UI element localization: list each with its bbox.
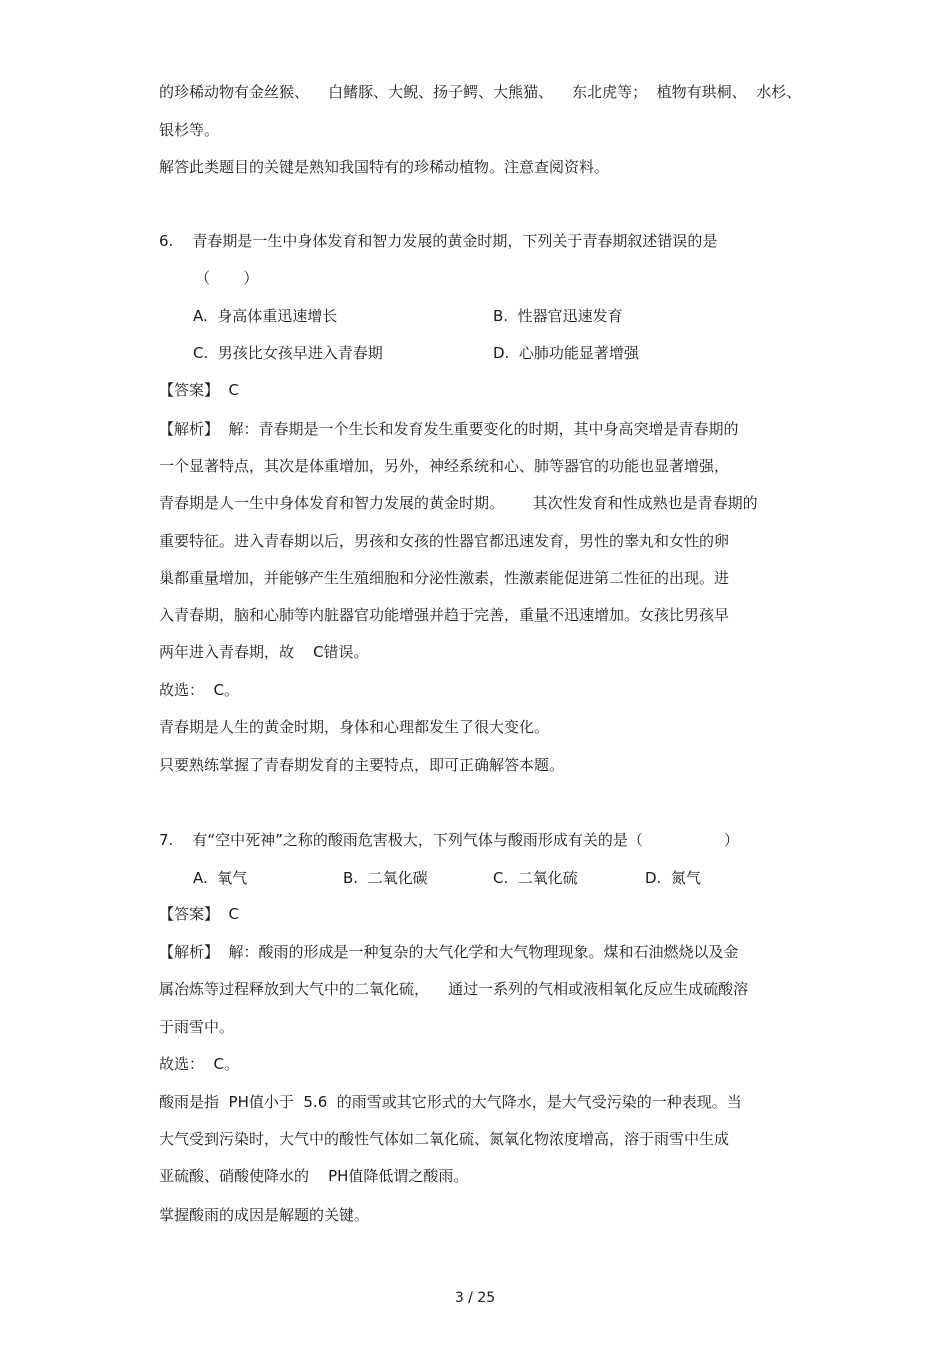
q7-note-last: 掌握酸雨的成因是解题的关键。 bbox=[159, 1206, 370, 1224]
q7-answer: 【答案】 C bbox=[159, 905, 240, 923]
q7-analysis-line: 【解析】 解：酸雨的形成是一种复杂的大气化学和大气物理现象。煤和石油燃烧以及金 bbox=[159, 943, 739, 961]
intro-line-1: 的珍稀动物有金丝猴、 白鳍豚、大鲵、扬子鳄、大熊猫、 东北虎等； 植物有珙桐、 水杉、 bbox=[159, 83, 802, 101]
q6-option-c: C. 男孩比女孩早进入青春期 bbox=[193, 344, 383, 362]
q6-option-d: D. 心肺功能显著增强 bbox=[493, 344, 639, 362]
intro-line-2: 银杉等。 bbox=[159, 121, 220, 139]
q7-note-line: 酸雨是指 PH值小于 5.6 的雨雪或其它形式的大气降水，是大气受污染的一种表现。当 bbox=[159, 1093, 742, 1111]
q6-analysis-line: 青春期是人一生中身体发育和智力发展的黄金时期。 其次性发育和性成熟也是青春期的 bbox=[159, 494, 758, 512]
q6-analysis-line: 一个显著特点，其次是体重增加，另外，神经系统和心、肺等器官的功能也显著增强， bbox=[159, 457, 730, 475]
q6-analysis-line: 入青春期，脑和心肺等内脏器官功能增强并趋于完善，重量不迅速增加。女孩比男孩早 bbox=[159, 606, 730, 624]
q7-analysis-line: 于雨雪中。 bbox=[159, 1018, 235, 1036]
q6-stem: 6. 青春期是一生中身体发育和智力发展的黄金时期，下列关于青春期叙述错误的是 bbox=[159, 232, 718, 250]
q7-choose: 故选： C。 bbox=[159, 1055, 240, 1073]
q7-note-line: 亚硫酸、硝酸使降水的 PH值降低谓之酸雨。 bbox=[159, 1167, 469, 1185]
q6-note-1: 青春期是人生的黄金时期，身体和心理都发生了很大变化。 bbox=[159, 718, 550, 736]
q7-stem: 7. 有“空中死神”之称的酸雨危害极大，下列气体与酸雨形成有关的是（ ） bbox=[159, 831, 739, 849]
page-number: 3 / 25 bbox=[454, 1290, 496, 1306]
q7-note-line: 大气受到污染时，大气中的酸性气体如二氧化硫、氮氧化物浓度增高，溶于雨雪中生成 bbox=[159, 1130, 730, 1148]
q7-option-d: D. 氮气 bbox=[645, 869, 701, 887]
q6-analysis-line: 【解析】 解：青春期是一个生长和发育发生重要变化的时期，其中身高突增是青春期的 bbox=[159, 420, 739, 438]
q6-analysis-line: 巢都重量增加，并能够产生生殖细胞和分泌性激素，性激素能促进第二性征的出现。进 bbox=[159, 569, 730, 587]
q6-analysis-line: 两年进入青春期，故 C错误。 bbox=[159, 643, 369, 661]
q6-option-b: B. 性器官迅速发育 bbox=[493, 307, 623, 325]
q6-analysis-line: 重要特征。进入青春期以后，男孩和女孩的性器官都迅速发育，男性的睾丸和女性的卵 bbox=[159, 532, 730, 550]
q6-answer: 【答案】 C bbox=[159, 381, 240, 399]
intro-line-3: 解答此类题目的关键是熟知我国特有的珍稀动植物。注意查阅资料。 bbox=[159, 158, 610, 176]
q7-option-b: B. 二氧化碳 bbox=[343, 869, 428, 887]
q6-choose: 故选： C。 bbox=[159, 681, 240, 699]
q7-option-c: C. 二氧化硫 bbox=[493, 869, 578, 887]
q7-analysis-line: 属冶炼等过程释放到大气中的二氧化硫， 通过一系列的气相或液相氧化反应生成硫酸溶 bbox=[159, 980, 749, 998]
q6-blank: （ ） bbox=[195, 269, 259, 287]
q6-note-2: 只要熟练掌握了青春期发育的主要特点，即可正确解答本题。 bbox=[159, 756, 565, 774]
q6-option-a: A. 身高体重迅速增长 bbox=[193, 307, 338, 325]
q7-option-a: A. 氧气 bbox=[193, 869, 248, 887]
